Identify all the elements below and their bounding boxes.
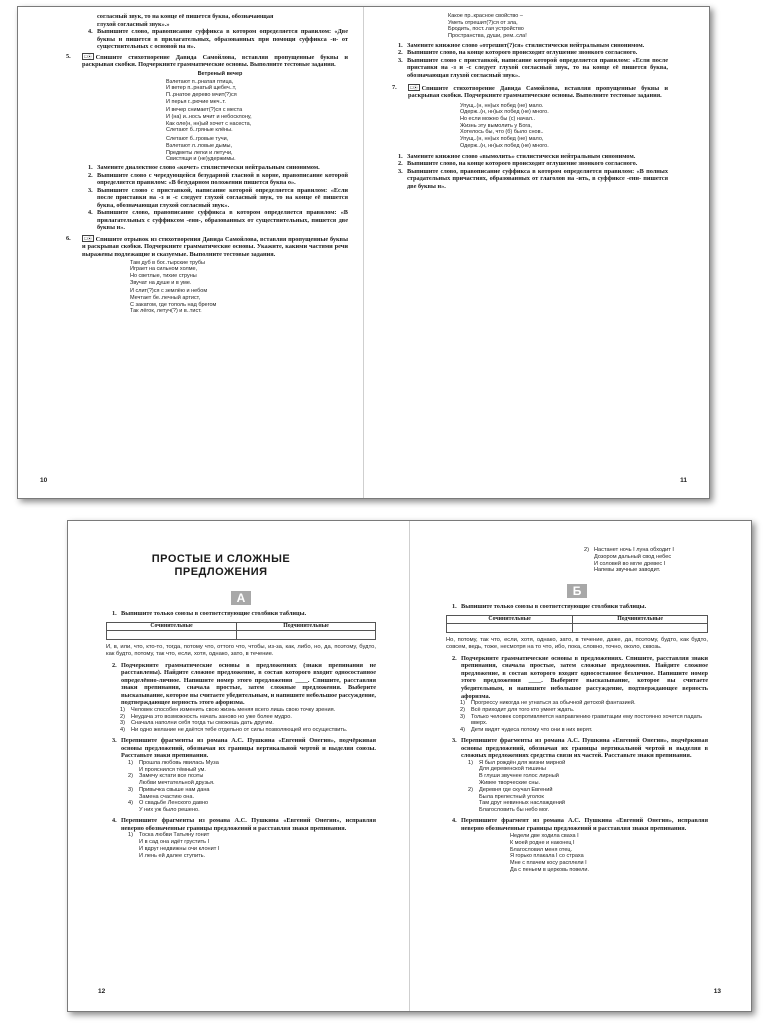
bottom-book-spread bbox=[67, 520, 752, 1012]
section-title: ПРОСТЫЕ И СЛОЖНЫЕ ПРЕДЛОЖЕНИЯ bbox=[151, 553, 291, 578]
variant-b-tasks bbox=[446, 603, 708, 873]
poem-line: Я горько плакала I со страха bbox=[510, 853, 584, 860]
item-text: Ни одно желание не даётся тебе отдельно от силы позволяющей его осуществить. bbox=[131, 727, 348, 734]
item-number: 1) bbox=[460, 700, 465, 707]
word-list: Но, потому, так что, если, хотя, однако, зато, в течение, даже, да, поэтому, будто, как будто, совсем, ведь, тоже, несмотря на то что, ибо, пока, словно, точно, около, сквозь. bbox=[446, 636, 708, 650]
page-10 bbox=[18, 7, 363, 498]
item-number: 3) bbox=[120, 720, 125, 727]
item-number: 2. bbox=[398, 49, 403, 57]
poem-line: Да с пеньем в церковь повели. bbox=[510, 866, 589, 873]
item-number: 2) bbox=[128, 773, 133, 780]
variant-b-badge: Б bbox=[567, 584, 587, 598]
q3: 3. Перепишите фрагменты из романа А.С. Пушкина «Евгений Онегин», подчёркивая основы предложений, обозначая их границы вертикальной чертой и выделяя союзы. Расставьте знаки препинания. bbox=[112, 737, 376, 760]
item-number: 2. bbox=[88, 171, 93, 179]
sentence-item bbox=[446, 707, 708, 714]
poem-line: К моей родне и наконец I bbox=[510, 839, 575, 846]
item-number: 3. bbox=[398, 56, 403, 64]
poem-line: Но если можно бы (с) начал.. bbox=[460, 116, 535, 123]
poem-line: Взлетают п..рнатая птица, bbox=[166, 78, 234, 85]
page-11-text bbox=[392, 13, 668, 190]
q4: 4. Перепишите фрагменты из романа А.С. Пушкина «Евгений Онегин», исправляя неверно обозначенные границы предложений и расставляя знаки препинания. bbox=[112, 817, 376, 832]
variant-a-tasks bbox=[106, 610, 376, 859]
page-10-text bbox=[66, 13, 348, 316]
table-cell bbox=[447, 624, 573, 633]
column-header: Сочинительные bbox=[447, 615, 573, 624]
item-text: Всё приходит для того кто умеет ждать. bbox=[471, 706, 575, 713]
item-number: 2) bbox=[120, 713, 125, 720]
item-number: 3. bbox=[88, 186, 93, 194]
poem-line: И прояснился тёмный ум. bbox=[139, 766, 206, 773]
poem-line: Свистящи и (не)удержимы. bbox=[166, 156, 236, 163]
poem-line: Упущ..(н, нн)ых побед (не) мало. bbox=[460, 102, 544, 109]
poem-line: И вечер снимает(?)ся с места bbox=[166, 107, 243, 114]
page-11 bbox=[364, 7, 709, 498]
task-7: 7. ☐⦿ Спишите стихотворение Давида Самойлова, вставляя пропущенные буквы и раскрывая скобки. Подчеркните грамматические основы. Выполните тестовые задания. bbox=[392, 83, 668, 100]
question-item bbox=[392, 153, 668, 161]
item-text: Выпишите слово, правописание суффикса в котором определяется правилом: «В прилагательных с суффиксом -енн-, образованных от существительных, пишется две буквы н». bbox=[97, 209, 348, 232]
poem-line: Благословить бы небо мог. bbox=[479, 807, 550, 814]
poem-ventreny-vecher bbox=[82, 79, 348, 163]
item-text: Выпишите слово с чередующейся безударной гласной в корне, правописание которой определяется правилом: «В безударном положении пишется буква о». bbox=[97, 171, 348, 187]
lead-item: 4. Выпишите слово, правописание суффикса в котором определяется правилом: «Две буквы н пишется в прилагательных, образованных при помощи суффикса -н- от существительных с основой на н». bbox=[88, 28, 348, 51]
questions-top bbox=[392, 42, 668, 80]
poem-line: Замечу кстати все поэты bbox=[139, 773, 204, 780]
poem-line: И лень ей далее ступить. bbox=[139, 852, 206, 859]
item-text: Сначала наполни себя тогда ты сможешь дать другим. bbox=[131, 720, 274, 727]
question-item bbox=[82, 209, 348, 232]
q4: 4. Перепишите фрагмент из романа А.С. Пушкина «Евгений Онегин», исправляя неверно обозначенные границы предложений и расставляя знаки препинания. bbox=[452, 817, 708, 832]
poem-line: Прошла любовь явилась Муза bbox=[139, 759, 219, 766]
item-number: 1. bbox=[88, 163, 93, 171]
item-text: Выпишите слово с приставкой, написание которой определяется правилом: «Если после приставки на -з и -с следует глухой согласный звук, то на конце её пишется буква, обозначающая глухой согласный звук». bbox=[407, 56, 668, 79]
question-item bbox=[82, 172, 348, 187]
item-number: 1) bbox=[128, 832, 133, 839]
sentence-item bbox=[446, 714, 708, 728]
poem-line: С закатом, где тополь над брегом bbox=[130, 301, 217, 308]
poem-line: И вдруг недвижны очи клонит I bbox=[139, 845, 220, 852]
question-item bbox=[392, 42, 668, 50]
poem-line: И соловей во мгле древес I bbox=[594, 560, 666, 567]
poem-line: Предметы легки и летучи, bbox=[166, 149, 233, 156]
item-number: 2. bbox=[398, 160, 403, 168]
poem-line: Хотелось бы, что (б) было снов.. bbox=[460, 129, 544, 136]
q2: 2. Подчеркните грамматические основы в предложениях (знаки препинания не расставлены). Найдите сложное предложение, в состав которого входит односоставное определённо-личное. Напишите номер этого предложения ____. Спишите, расставляя знаки препинания, сначала простые, затем сложные предложения. Выберите высказывание, которое вы считаете убедительным, и напишите небольшое рассуждение, подтверждающее верность этого афоризма. bbox=[112, 661, 376, 707]
item-text: Выпишите слово с приставкой, написание которой определяется правилом: «Если после приставки на -з и -с следует глухой согласный звук, то на конце её пишется буква, обозначающая глухой согласный звук». bbox=[97, 186, 348, 209]
table-cell bbox=[237, 631, 376, 640]
q2-sentences bbox=[106, 707, 376, 734]
column-header: Подчинительные bbox=[237, 622, 376, 631]
question-item bbox=[392, 57, 668, 80]
poem-line: Тоска любви Татьяну гонит bbox=[139, 832, 210, 839]
poem-line: Пространства, души, рем..сла! bbox=[448, 33, 527, 40]
page-12 bbox=[68, 521, 409, 1011]
poem-line: И в сад она идёт грустить I bbox=[139, 838, 210, 845]
poem-line: Взлетают л..повые дымы, bbox=[166, 142, 232, 149]
poem-line: И (на) и..носъ мчит и небосклону, bbox=[166, 114, 252, 121]
lead-text: согласный звук, то на конце её пишется буква, обозначающая глухой согласный звук».» bbox=[97, 13, 274, 28]
poem-line: Напевы звучные заводит. bbox=[594, 567, 661, 574]
item-number: 1) bbox=[468, 759, 473, 766]
poem-line: Но светлые, тихие струны bbox=[130, 272, 197, 279]
poem-line: В глуши звучнее голос лирный bbox=[479, 773, 559, 780]
item-number: 2) bbox=[584, 547, 589, 553]
item-text: Замените диалектное слово «кочет» стилистически нейтральным синонимом. bbox=[97, 163, 320, 171]
task-7-questions bbox=[392, 153, 668, 191]
poem-line: У них уж было решено. bbox=[139, 807, 200, 814]
sentence-item bbox=[106, 707, 376, 714]
sentence-item bbox=[446, 727, 708, 734]
column-header: Сочинительные bbox=[107, 622, 237, 631]
q2: 2. Подчеркните грамматические основы в предложениях. Спишите, расставляя знаки препинания, сначала простые, затем сложные предложения. Найдите сложное предложение, в состав которого входит односоставное безличное. Напишите номер этого предложения ____. Выберите высказывание, которое вы считаете убедительным, и напишите небольшое рассуждение, подтверждающее верность афоризма. bbox=[452, 654, 708, 700]
item-number: 1) bbox=[128, 759, 133, 766]
poem-line: Недели две ходила сваха I bbox=[510, 833, 579, 840]
poem-line: Живее творческие сны. bbox=[479, 780, 541, 787]
q1: 1. Выпишите только союзы в соответствующие столбики таблицы. bbox=[112, 610, 307, 617]
sentence-item bbox=[106, 714, 376, 721]
item-text: Прогрессу никогда не угнаться за обычной детской фантазией. bbox=[471, 700, 636, 707]
poem-line: Звучат на душе и в уме. bbox=[130, 279, 192, 286]
poem-line: Я был рождён для жизни мирной bbox=[479, 759, 566, 766]
poem-line: Любви мечтательной друзья. bbox=[139, 780, 215, 787]
poem-line: Жизнь эту вымолить у Бога, bbox=[460, 122, 532, 129]
poem-line: Упущ..(н, нн)ых побед (не) мало, bbox=[460, 136, 544, 143]
poem-title: Ветреный вечер bbox=[197, 70, 243, 77]
table-cell bbox=[573, 624, 708, 633]
poem-line: Как оле(н, нн)ый хочет с насеста, bbox=[166, 120, 252, 127]
q4-fragments bbox=[106, 832, 376, 859]
table-cell bbox=[107, 631, 237, 640]
page-number: 11 bbox=[680, 477, 687, 484]
poem-line: Так лёгок, летуч(?) и в..тист. bbox=[130, 308, 202, 315]
poem-line: Играет на сильном холме, bbox=[130, 266, 198, 273]
item-text: Выпишите слово, на конце которого происходит оглушение звонкого согласного. bbox=[407, 49, 638, 57]
question-item bbox=[82, 164, 348, 172]
item-text: Выпишите слово, правописание суффикса в котором определяется правилом: «В полных страдательных причастиях, образованных от глаголов на -ить, в суффиксе -енн- пишется две буквы н». bbox=[407, 167, 668, 190]
poem-line: Какое пр..красное свойство – bbox=[448, 13, 523, 19]
item-text: Замените книжное слово «вымолить» стилистически нейтральным синонимом. bbox=[407, 152, 636, 160]
fragment-item bbox=[446, 547, 708, 574]
item-number: 3) bbox=[460, 713, 465, 720]
question-item bbox=[392, 160, 668, 168]
audio-task-icon: ☐⦿ bbox=[84, 235, 92, 241]
poem-line: И ветер п..рнатый щебеч..т, bbox=[166, 85, 237, 92]
item-text: Только человек сопротивляется направлению гравитации ему постоянно хочется падать вверх. bbox=[471, 713, 703, 727]
column-header: Подчинительные bbox=[573, 615, 708, 624]
sentence-item bbox=[446, 700, 708, 707]
q4-fragment bbox=[446, 833, 708, 873]
poem-line: Замена счастию она. bbox=[139, 793, 195, 800]
item-text: Человек способен изменить свою жизнь меняя всего лишь свою точку зрения. bbox=[131, 706, 336, 713]
question-item bbox=[82, 187, 348, 210]
q2-sentences bbox=[446, 700, 708, 734]
poem-line: Одерж..(н, нн)ых побед (не) много. bbox=[460, 142, 549, 149]
poem-line: Дозором дальный свод небес bbox=[594, 553, 672, 560]
poem-line: И слит(?)ся с землёю и небом bbox=[130, 288, 208, 295]
q1: 1. Выпишите только союзы в соответствующие столбики таблицы. bbox=[452, 603, 647, 611]
poem-line: Мне с плачем косу расплели I bbox=[510, 859, 587, 866]
poem-line: Одерж..(н, нн)ых побед (не) много. bbox=[460, 109, 549, 116]
item-number: 4. bbox=[88, 209, 93, 217]
poem-line: Настанет ночь I луна обходит I bbox=[594, 547, 674, 553]
poem-fragment bbox=[82, 260, 348, 316]
item-number: 1) bbox=[120, 706, 125, 713]
poem-line: Была прелестный уголок bbox=[479, 793, 544, 800]
item-number: 3. bbox=[398, 167, 403, 175]
fragment-item bbox=[106, 832, 376, 859]
poem-line: Слетают б..гряные клёны. bbox=[166, 127, 233, 134]
poem-line: Привычка свыше нам дана bbox=[139, 786, 210, 793]
page-number: 13 bbox=[713, 988, 721, 995]
item-number: 2) bbox=[468, 786, 473, 793]
poem-line: Благословил меня отец. bbox=[510, 846, 573, 853]
page-12-content bbox=[106, 553, 376, 859]
q3: 3. Перепишите фрагменты из романа А.С. Пушкина «Евгений Онегин», подчёркивая основы предложений, обозначая их границы вертикальной чертой и выделяя в сложных предложениях средства связи их частей. Расставьте знаки препинания. bbox=[452, 737, 708, 760]
item-text: Неудача это возможность начать заново но уже более мудро. bbox=[131, 713, 292, 720]
item-text: Дети видят чудеса потому что они в них верят. bbox=[471, 727, 593, 734]
poem-line: О свадьбе Ленского давно bbox=[139, 800, 209, 807]
page-number: 10 bbox=[40, 477, 48, 484]
poem-line: Там дуб в бог..тырские трубы bbox=[130, 259, 206, 266]
fragment-item bbox=[106, 773, 376, 787]
conjunctions-table bbox=[106, 622, 376, 640]
poem-top bbox=[392, 13, 668, 40]
item-number: 4) bbox=[128, 800, 133, 807]
item-text: Замените книжное слово «отрешит(?)ся» стилистически нейтральным синонимом. bbox=[407, 41, 645, 49]
poem-line: Слетают б..гровые тучи, bbox=[166, 136, 229, 143]
item-number: 2) bbox=[460, 706, 465, 713]
poem-line: Там друг невинных наслаждений bbox=[479, 800, 566, 807]
question-item bbox=[392, 49, 668, 57]
item-number: 3) bbox=[128, 786, 133, 793]
top-book-spread bbox=[17, 6, 710, 499]
poem-line: Деревня где скучал Евгений bbox=[479, 786, 553, 793]
poem-line: Бродить, пост..гая устройство bbox=[448, 26, 524, 33]
continued-fragment bbox=[446, 547, 708, 574]
poem-line: П..рнатое дерево мчит(?)ся bbox=[166, 91, 237, 98]
question-item bbox=[392, 168, 668, 191]
page-number: 12 bbox=[98, 988, 106, 995]
task-6: 6. ☐⦿ Спишите отрывок из стихотворения Давида Самойлова, вставляя пропущенные буквы и раскрывая скобки. Подчеркните грамматические основы. Укажите, какими частями речи выражены подлежащие и сказуемые. Выполните тестовые задания. bbox=[66, 234, 348, 258]
page-13 bbox=[410, 521, 751, 1011]
poem-line: Мечтает бе..печный артист, bbox=[130, 295, 201, 302]
fragment-item bbox=[106, 800, 376, 814]
poem-7 bbox=[392, 103, 668, 150]
poem-line: И перья г..рючие меч..т. bbox=[166, 98, 226, 105]
fragment-item bbox=[446, 787, 708, 814]
item-number: 4) bbox=[460, 727, 465, 734]
audio-task-icon: ☐⦿ bbox=[410, 84, 418, 90]
fragment-item bbox=[106, 760, 376, 774]
poem-line: Уметь отрешит(?)ся от зла, bbox=[448, 19, 518, 26]
item-number: 1. bbox=[398, 41, 403, 49]
item-number: 1. bbox=[398, 152, 403, 160]
item-text: Выпишите слово, на конце которого происходит оглушение звонкого согласного. bbox=[407, 160, 638, 168]
task-5-questions bbox=[82, 164, 348, 232]
poem-line: Для деревенской тишины bbox=[479, 766, 546, 773]
page-13-content bbox=[446, 547, 708, 874]
fragment-item bbox=[446, 760, 708, 787]
sentence-item bbox=[106, 727, 376, 734]
q3-fragments bbox=[446, 760, 708, 814]
task-5: 5. ☐⦿ Спишите стихотворение Давида Самойлова, вставляя пропущенные буквы и раскрывая скобки. Подчеркните грамматические основы. Выполните тестовые задания. bbox=[66, 52, 348, 69]
word-list: И, в, или, что, кто-то, тогда, потому что, оттого что, чтобы, из-за, как, либо, но, да, поэтому, будто, как будто, потому, так что, если, хотя, однако, зато, в течение. bbox=[106, 643, 376, 657]
q3-fragments bbox=[106, 760, 376, 814]
item-number: 4) bbox=[120, 727, 125, 734]
conjunctions-table bbox=[446, 615, 708, 633]
audio-task-icon: ☐⦿ bbox=[84, 53, 92, 59]
fragment-item bbox=[106, 787, 376, 801]
variant-a-badge: А bbox=[231, 591, 251, 605]
